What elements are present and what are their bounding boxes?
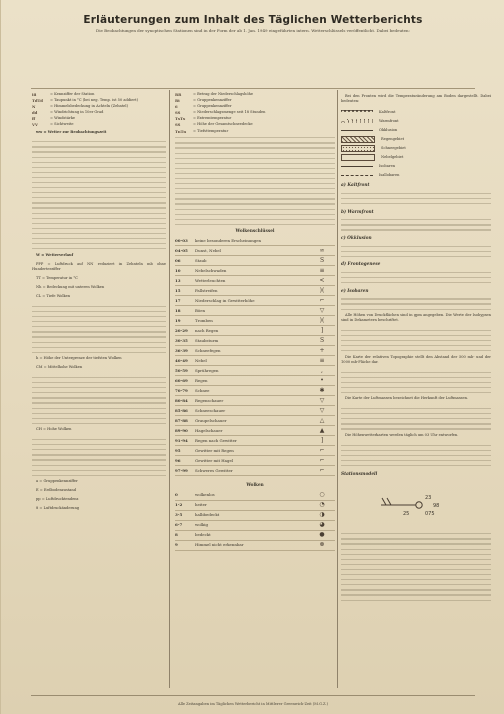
weather-code-row <box>175 406 335 416</box>
column-divider-1 <box>169 90 170 688</box>
legend-symbol: TxTx <box>175 116 186 122</box>
bottom-rule <box>31 695 475 696</box>
CL-label: CL = Tiefe Wolken <box>36 294 71 299</box>
line-label: Isallobaren <box>379 172 400 177</box>
weather-symbol-icon: )( <box>319 287 325 295</box>
legend-text: = Betrag der Niederschlagshöhe <box>193 92 254 96</box>
h-label: h = Höhe der Untergrenze der tiefsten Wolken <box>36 356 122 361</box>
weather-code-number: 70-79 <box>175 388 188 394</box>
area-legend-row <box>341 135 491 143</box>
front-legend-row <box>341 126 491 134</box>
weather-code-number: 04-05 <box>175 248 188 254</box>
legend-symbol: iii <box>32 92 37 97</box>
front-line-icon <box>341 119 373 123</box>
weather-code-number: 13 <box>175 278 181 284</box>
legend-entry <box>175 129 335 134</box>
weather-symbol-icon: ] <box>320 327 324 335</box>
weather-code-number: 89-90 <box>175 428 188 434</box>
weather-code-row <box>175 426 335 436</box>
cloud-cover-row <box>175 521 335 531</box>
weather-code-label: Staub <box>195 258 207 264</box>
weather-code-row <box>175 436 335 446</box>
weather-code-label: Schneeschauer <box>195 408 226 414</box>
section-heading: e) Isobaren <box>341 288 369 294</box>
weather-symbol-icon: ≡ <box>319 357 325 365</box>
legend-entry <box>32 92 166 97</box>
legend-symbol: VV <box>32 122 38 128</box>
weather-code-number: 80-84 <box>175 398 188 404</box>
weather-code-heading: Wolkenschlüssel <box>235 228 275 234</box>
weather-code-number: 91-94 <box>175 438 188 444</box>
weather-code-label: Dunst, Nebel <box>195 248 221 254</box>
weather-symbol-icon: • <box>320 377 324 385</box>
weather-code-number: 85-86 <box>175 408 188 414</box>
TT-label: TT = Temperatur in °C <box>36 276 78 280</box>
column-middle <box>175 92 335 551</box>
station-value-dewpoint: 25 <box>403 510 410 517</box>
legend-text: = Gruppenkennziffer <box>193 98 232 103</box>
legend-symbol: SS <box>175 110 181 116</box>
weather-code-label: Graupelschauer <box>195 418 227 424</box>
clouds-heading: Wolken <box>246 482 264 488</box>
front-label: Kaltfront <box>379 109 396 114</box>
intro-text: Die Beobachtungen der synoptischen Stationen sind in der Form der ab 1. Jan. 1949 eingeführten intern. Wetterschlüssels veröffentlicht. Dabei bedeuten: <box>96 28 410 33</box>
line-style-icon <box>341 175 373 176</box>
legend-symbol: N <box>32 104 36 110</box>
paragraph-text-line <box>341 389 491 394</box>
legend-entry <box>175 92 335 97</box>
weather-symbol-icon: ▽ <box>319 307 325 315</box>
weather-symbol-icon: S <box>319 337 325 345</box>
station-model-diagram <box>341 485 491 525</box>
legend-text: = Windstärke <box>50 116 76 121</box>
CM-label: CM = Mittelhohe Wolken <box>36 365 83 370</box>
front-legend-row <box>341 117 491 125</box>
section-text-line <box>341 306 491 311</box>
legend-text: = Himmelsbedeckung in Achteln (Zehntel) <box>50 104 128 109</box>
legend-symbol: RR <box>175 92 182 97</box>
weather-code-number: 50-59 <box>175 368 188 374</box>
weather-code-row <box>175 346 335 356</box>
footer-note: Alle Zeitangaben im Täglichen Wetterbericht in Mittlerer Greenwich-Zeit (M.G.Z.) <box>178 702 328 706</box>
front-legend-row <box>341 108 491 116</box>
weather-code-number: 20-29 <box>175 328 188 334</box>
weather-code-row <box>175 456 335 466</box>
weather-symbol-icon: )( <box>319 317 325 325</box>
legend-text: = Tiefsttemperatur <box>193 128 229 133</box>
section-heading: b) Warmfront <box>341 209 374 215</box>
section-text-line <box>341 227 491 232</box>
weather-code-label: Fallstreifen <box>195 288 218 294</box>
column-divider-2 <box>337 90 338 688</box>
cloud-cover-icon: ◔ <box>319 501 325 509</box>
line-style-icon <box>341 166 373 167</box>
weather-symbol-icon: ⌐ <box>319 447 325 455</box>
weather-symbol-icon: , <box>321 367 323 375</box>
cloud-cover-row <box>175 501 335 511</box>
weather-code-label: Böen <box>195 308 206 314</box>
weather-code-row <box>175 306 335 316</box>
area-legend-row <box>341 153 491 161</box>
weather-symbol-icon: ⌐ <box>319 457 325 465</box>
cloud-cover-label: halbbedeckt <box>195 512 220 518</box>
weather-symbol-icon: ≡ <box>319 267 325 275</box>
legend-entry <box>175 116 335 121</box>
weather-symbol-icon: + <box>319 347 325 355</box>
legend-entry <box>175 104 335 109</box>
col3-text-line <box>341 597 491 602</box>
weather-code-number: 19 <box>175 318 181 324</box>
legend-text: = Höhe der Gesamtschneedecke <box>193 122 253 127</box>
paragraph-text-line <box>341 462 491 467</box>
line-legend-row <box>341 162 491 170</box>
cloud-cover-label: Himmel nicht erkennbar <box>195 542 244 548</box>
weather-code-number: 17 <box>175 298 181 304</box>
weather-symbol-icon: S <box>319 257 325 265</box>
legend-text: = Kennziffer der Station <box>50 92 95 96</box>
legend-symbol: TnTn <box>175 128 187 134</box>
E-label: E = Erdbodenzustand <box>36 488 77 493</box>
weather-code-number: 96 <box>175 458 181 464</box>
cloud-cover-number: 8 <box>175 532 178 538</box>
legend-text: = Extremtemperatur <box>193 116 232 121</box>
pp-label: pp = Luftdrucktendenz <box>36 497 79 502</box>
area-legend-row <box>341 144 491 152</box>
cloud-cover-number: 6-7 <box>175 522 183 528</box>
weather-symbol-icon: ⌐ <box>319 297 325 305</box>
weather-code-row <box>175 336 335 346</box>
legend-text: = Sichtweite <box>50 122 74 127</box>
legend-entry <box>175 98 335 103</box>
explanation-paragraph: Die Höhenwetterkarten werden täglich um 03 Uhr entworfen. <box>345 432 459 437</box>
section-text-line <box>341 200 491 205</box>
weather-code-row <box>175 236 335 246</box>
legend-symbol: SS <box>175 122 181 128</box>
weather-code-number: 95 <box>175 448 181 454</box>
weather-code-row <box>175 446 335 456</box>
col2-text-line <box>175 221 335 226</box>
weather-code-row <box>175 396 335 406</box>
front-label: Okklusion <box>379 127 398 132</box>
legend-symbol: 6 <box>175 104 178 110</box>
legend-symbol: dd <box>32 110 38 116</box>
weather-code-label: Wetterleuchten <box>195 278 226 284</box>
legend-entry <box>32 122 166 127</box>
explanation-paragraph: Die Karte der Luftmassen bezeichnet die Herkunft der Luftmassen. <box>345 396 469 401</box>
area-label: Nebelgebiet <box>381 154 404 159</box>
weather-code-label: nach Regen <box>195 328 219 334</box>
weather-code-label: Nebel <box>195 358 207 364</box>
cloud-cover-number: 9 <box>175 542 178 548</box>
legend-entry <box>175 122 335 127</box>
section-heading: a) Kaltfront <box>341 183 370 189</box>
cloud-cover-icon: ○ <box>319 491 325 499</box>
legend-entry <box>32 116 166 121</box>
weather-symbol-icon: ] <box>320 437 324 445</box>
legend-text: = Taupunkt in °C (bei neg. Temp. ist 50 addiert) <box>50 98 138 103</box>
weather-code-label: Schneefegen <box>195 348 221 354</box>
legend-entry <box>32 104 166 109</box>
cloud-cover-row <box>175 531 335 541</box>
front-line-icon <box>341 110 373 115</box>
front-label: Warmfront <box>379 118 399 123</box>
weather-code-row <box>175 266 335 276</box>
weather-symbol-icon: ▽ <box>319 407 325 415</box>
weather-symbol-icon: ▲ <box>319 427 325 435</box>
weather-code-label: Sprühregen <box>195 368 219 374</box>
area-swatch-icon <box>341 136 375 143</box>
weather-code-number: 00-03 <box>175 238 188 244</box>
station-value-temp: 23 <box>425 494 432 501</box>
weather-code-number: 87-88 <box>175 418 188 424</box>
weather-code-row <box>175 296 335 306</box>
weather-code-label: Gewitter mit Regen <box>195 448 234 454</box>
cloud-cover-label: heiter <box>195 502 207 508</box>
legend-symbol: TdTd <box>32 98 43 104</box>
fronts-intro: Bei den Fronten wird die Temperaturänderung am Boden dargestellt. Dabei bedeuten: <box>341 94 491 104</box>
weather-code-label: Tromben <box>195 318 213 324</box>
legend-text: = Niederschlagsmenge seit 18 Stunden <box>193 110 266 115</box>
station-model-label: Stationsmodell <box>341 471 378 477</box>
station-value-pressure: 98 <box>433 502 440 509</box>
legend-text: = Windrichtung in 10er Grad <box>50 110 104 115</box>
area-label: Regengebiet <box>381 136 405 141</box>
weather-code-number: 97-99 <box>175 468 188 474</box>
cloud-cover-label: wolkenlos <box>195 492 215 498</box>
Nh-label: Nh = Bedeckung mit unteren Wolken <box>36 285 105 290</box>
CH-label: CH = Hohe Wolken <box>36 427 72 432</box>
W-heading: W = Wetterverlauf <box>36 252 74 257</box>
weather-code-number: 15 <box>175 288 181 294</box>
cloud-cover-icon: ⊗ <box>319 541 325 549</box>
weather-symbol-icon: ✱ <box>319 387 325 395</box>
cloud-cover-row <box>175 491 335 501</box>
weather-code-number: 36-39 <box>175 348 188 354</box>
weather-code-label: Regenschauer <box>195 398 224 404</box>
weather-code-label: Gewitter mit Hagel <box>195 458 233 464</box>
legend-symbol: ff <box>32 116 36 122</box>
weather-code-label: Regen <box>195 378 208 384</box>
weather-code-label: Regen nach Gewitter <box>195 438 237 444</box>
column-left <box>32 92 166 516</box>
cloud-cover-label: bedeckt <box>195 532 211 538</box>
cloud-cover-number: 3-5 <box>175 512 183 518</box>
PPP-label: PPP = Luftdruck auf NN reduziert in Zehnteln mb ohne Hunderterziffer <box>32 261 166 271</box>
group-label: 8 = Luftdruckänderung <box>36 506 80 511</box>
cloud-cover-row <box>175 511 335 521</box>
section-text-line <box>341 253 491 258</box>
cloud-cover-row <box>175 541 335 551</box>
weather-symbol-icon: ∞ <box>319 247 325 255</box>
cloud-cover-icon: ◑ <box>319 511 325 519</box>
weather-code-row <box>175 246 335 256</box>
weather-code-number: 10 <box>175 268 181 274</box>
paragraph-text-line <box>341 426 491 431</box>
area-swatch-icon <box>341 154 375 161</box>
weather-code-row <box>175 416 335 426</box>
line-legend-row <box>341 171 491 179</box>
legend-text: = Gruppenkennziffer <box>193 104 232 109</box>
weather-code-label: Hagelschauer <box>195 428 223 434</box>
top-rule <box>31 88 475 89</box>
weather-code-label: keine besonderen Erscheinungen <box>195 238 262 244</box>
legend-entry <box>32 110 166 115</box>
weather-code-label: Schweres Gewitter <box>195 468 233 474</box>
legend-symbol: Rt <box>175 98 180 104</box>
explanation-paragraph: Die Karte der relativen Topographie stellt den Abstand der 500 mb- und der 1000 mb-Fläche dar. <box>341 354 491 364</box>
cloud-cover-icon: ● <box>319 531 325 539</box>
cl-text-line <box>32 349 166 354</box>
weather-code-label: Schnee <box>195 388 210 394</box>
line-label: Isobaren <box>379 163 396 168</box>
legend-entry <box>175 110 335 115</box>
ww-text-line <box>32 246 166 251</box>
weather-symbol-icon: △ <box>319 417 325 425</box>
weather-code-row <box>175 326 335 336</box>
cm-text-line <box>32 420 166 425</box>
area-label: Schneegebiet <box>381 145 406 150</box>
explanation-paragraph: Alle Höhen von Druckflächen sind in gpm angegeben. Die Werte der Isohypsen sind in Dekametern beschriftet. <box>341 313 491 323</box>
legend-entry <box>32 98 166 103</box>
weather-code-row <box>175 376 335 386</box>
weather-code-number: 60-69 <box>175 378 188 384</box>
weather-code-row <box>175 366 335 376</box>
section-heading: d) Frontogenese <box>341 262 381 268</box>
cloud-cover-label: wolkig <box>195 522 209 528</box>
weather-code-label: Nebelschwaden <box>195 268 227 274</box>
weather-code-number: 18 <box>175 308 181 314</box>
cloud-cover-number: 0 <box>175 492 178 498</box>
weather-code-row <box>175 466 335 476</box>
a-label: a = Gruppenkennziffer <box>36 479 78 484</box>
weather-code-row <box>175 386 335 396</box>
weather-code-number: 06 <box>175 258 181 264</box>
weather-code-row <box>175 256 335 266</box>
station-value-tendency: 075 <box>425 510 435 517</box>
front-line-icon <box>341 130 373 131</box>
weather-code-row <box>175 316 335 326</box>
weather-code-row <box>175 286 335 296</box>
paragraph-text-line <box>341 348 491 353</box>
weather-code-number: 30-35 <box>175 338 188 344</box>
weather-symbol-icon: ⌐ <box>319 467 325 475</box>
weather-symbol-icon: ▽ <box>319 397 325 405</box>
weather-code-row <box>175 276 335 286</box>
area-swatch-icon <box>341 145 375 152</box>
page-title: Erläuterungen zum Inhalt des Täglichen Wetterberichts <box>83 14 423 26</box>
weather-code-label: Niederschlag in Gewitterhöhe <box>195 298 255 304</box>
weather-code-row <box>175 356 335 366</box>
section-text-line <box>341 280 491 285</box>
section-heading: c) Okklusion <box>341 235 372 241</box>
cloud-cover-number: 1-2 <box>175 502 183 508</box>
weather-code-number: 40-49 <box>175 358 188 364</box>
weather-symbol-icon: < <box>319 277 325 285</box>
cloud-cover-icon: ◕ <box>319 521 325 529</box>
ch-text-line <box>32 472 166 477</box>
weather-code-label: Staubsturm <box>195 338 219 344</box>
ww-heading: ww = Wetter zur Beobachtungszeit <box>36 129 107 134</box>
column-right <box>341 92 491 602</box>
